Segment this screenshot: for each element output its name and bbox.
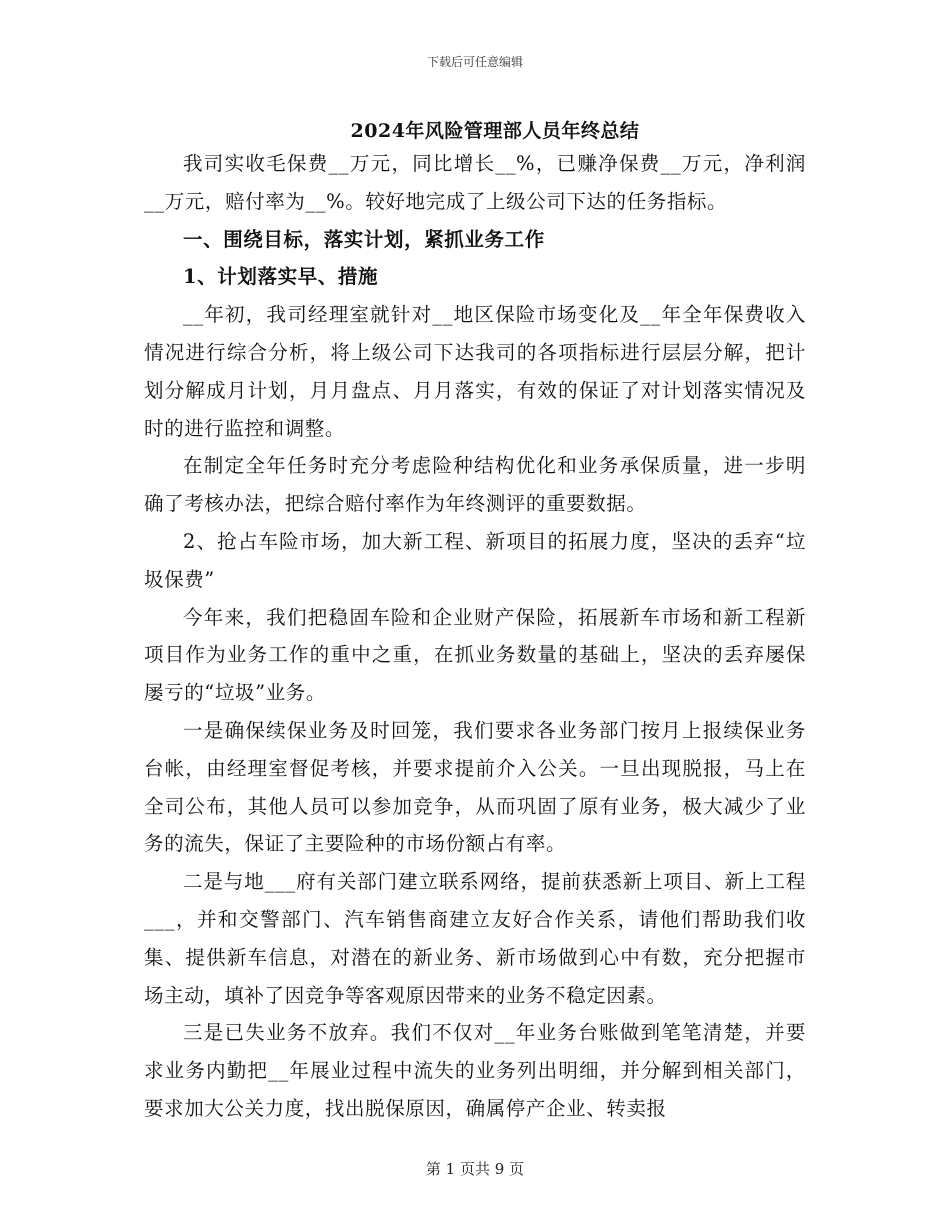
page-header-note: 下载后可任意编辑 [426,55,523,69]
subsection-heading-2: 2、抢占车险市场，加大新工程、新项目的拓展力度，坚决的丢弃“垃圾保费” [144,529,806,591]
document-body [144,145,806,1128]
subsection-heading-1: 1、计划落实早、措施 [183,265,379,289]
page-number: 第 1 页共 9 页 [425,1160,525,1178]
paragraph: 在制定全年任务时充分考虑险种结构优化和业务承保质量，进一步明确了考核办法，把综合赔付率作为年终测评的重要数据。 [144,454,806,516]
paragraph: __年初，我司经理室就针对__地区保险市场变化及__年全年保费收入情况进行综合分析，将上级公司下达我司的各项指标进行层层分解，把计划分解成月计划，月月盘点、月月落实，有效的保证了对计划落实情况及时的进行监控和调整。 [144,303,806,440]
paragraph: 二是与地___府有关部门建立联系网络，提前获悉新上项目、新上工程___，并和交警部门、汽车销售商建立友好合作关系，请他们帮助我们收集、提供新车信息，对潜在的新业务、新市场做到心中有数，充分把握市场主动，填补了因竞争等客观原因带来的业务不稳定因素。 [144,870,806,1007]
paragraph-summary: 我司实收毛保费__万元，同比增长__%，已赚净保费__万元，净利润__万元，赔付率为__%。较好地完成了上级公司下达的任务指标。 [144,152,806,213]
section-heading-1: 一、围绕目标，落实计划，紧抓业务工作 [183,227,545,251]
paragraph: 今年来，我们把稳固车险和企业财产保险，拓展新车市场和新工程新项目作为业务工作的重中之重，在抓业务数量的基础上，坚决的丢弃屡保屡亏的“垃圾”业务。 [144,605,806,705]
document-title: 2024年风险管理部人员年终总结 [350,120,640,142]
paragraph: 三是已失业务不放弃。我们不仅对__年业务台账做到笔笔清楚，并要求业务内勤把__年展业过程中流失的业务列出明细，并分解到相关部门，要求加大公关力度，找出脱保原因，确属停产企业、转卖报 [144,1021,806,1120]
paragraph: 一是确保续保业务及时回笼，我们要求各业务部门按月上报续保业务台帐，由经理室督促考核，并要求提前介入公关。一旦出现脱报，马上在全司公布，其他人员可以参加竞争，从而巩固了原有业务，极大减少了业务的流失，保证了主要险种的市场份额占有率。 [144,718,806,856]
